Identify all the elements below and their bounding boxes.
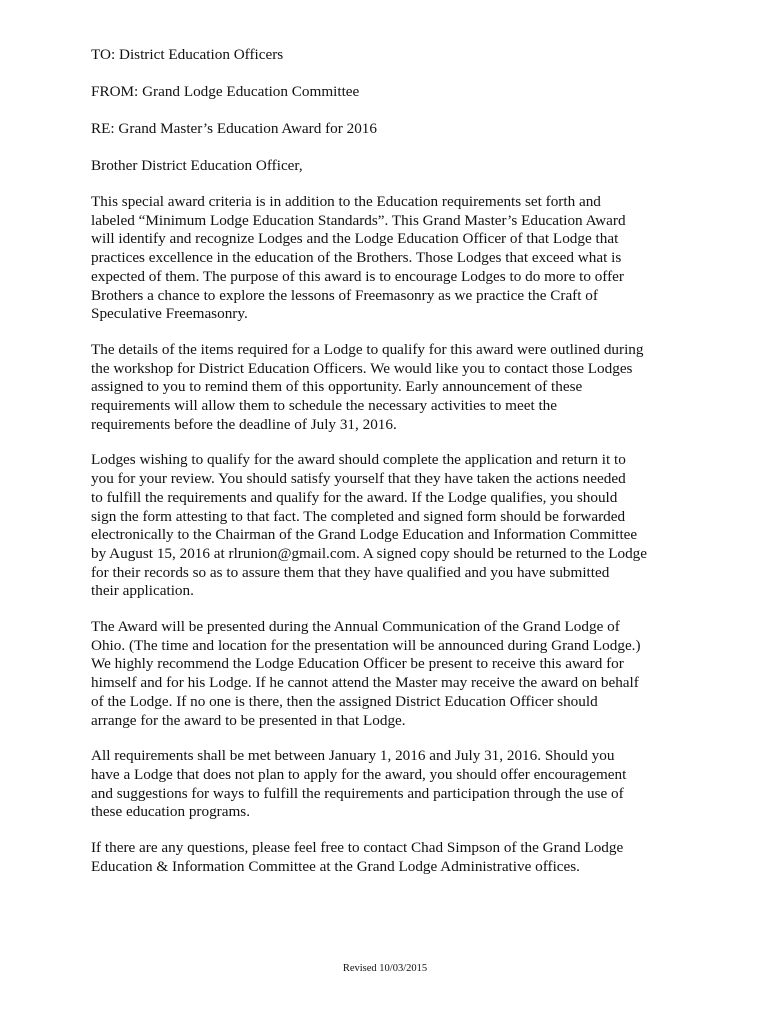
text-line: We highly recommend the Lodge Education Officer be present to receive this award for [91,655,624,673]
text-line: their application. [91,582,194,600]
text-line: for their records so as to assure them that they have qualified and you have submitted [91,563,610,581]
memo-to: TO: District Education Officers [91,46,284,63]
text-line: of the Lodge. If no one is there, then the assigned District Education Officer should [91,692,598,710]
text-line: arrange for the award to be presented in that Lodge. [91,711,406,729]
text-line: Education & Information Committee at the Grand Lodge Administrative offices. [91,857,580,875]
text-line: you for your review. You should satisfy yourself that they have taken the actions needed [91,470,626,488]
text-line: the workshop for District Education Officers. We would like you to contact those Lodges [91,359,633,377]
text-line: Brothers a chance to explore the lessons of Freemasonry as we practice the Craft of [91,286,598,304]
paragraph-presentation [91,618,731,730]
text-line: The details of the items required for a Lodge to qualify for this award were outlined during [91,340,644,358]
text-line: This special award criteria is in addition to the Education requirements set forth and [91,193,601,210]
text-line: requirements before the deadline of July 31, 2016. [91,415,397,433]
text-line: requirements will allow them to schedule the necessary activities to meet the [91,397,558,415]
paragraph-details [91,341,731,435]
memo-re: RE: Grand Master’s Education Award for 2016 [91,120,377,137]
text-line: Speculative Freemasonry. [91,305,248,323]
text-line: Lodges wishing to qualify for the award should complete the application and return it to [91,451,626,469]
text-line: will identify and recognize Lodges and the Lodge Education Officer of that Lodge that [91,230,619,248]
text-line: Ohio. (The time and location for the presentation will be announced during Grand Lodge.) [91,636,641,654]
text-line: All requirements shall be met between January 1, 2016 and July 31, 2016. Should you [91,747,615,765]
text-line: by August 15, 2016 at rlrunion@gmail.com. A signed copy should be returned to the Lodge [91,544,648,562]
text-line: these education programs. [91,803,250,821]
salutation: Brother District Education Officer, [91,157,303,174]
text-line: labeled “Minimum Lodge Education Standards”. This Grand Master’s Education Award [91,211,626,229]
memo-from: FROM: Grand Lodge Education Committee [91,83,360,100]
paragraph-requirements-window [91,747,731,822]
text-line: practices excellence in the education of the Brothers. Those Lodges that exceed what is [91,249,622,267]
text-line: and suggestions for ways to fulfill the requirements and participation through the use of [91,784,624,802]
text-line: electronically to the Chairman of the Grand Lodge Education and Information Committee [91,526,638,544]
text-line: sign the form attesting to that fact. The completed and signed form should be forwarded [91,507,626,525]
letter-body [91,45,731,894]
text-line: expected of them. The purpose of this award is to encourage Lodges to do more to offer [91,267,624,285]
text-line: himself and for his Lodge. If he cannot attend the Master may receive the award on behalf [91,674,639,692]
text-line: to fulfill the requirements and qualify for the award. If the Lodge qualifies, you should [91,488,618,506]
revision-footer: Revised 10/03/2015 [342,963,428,974]
text-line: assigned to you to remind them of this opportunity. Early announcement of these [91,378,583,396]
paragraph-contact [91,839,731,876]
paragraph-award-criteria [91,193,731,324]
text-line: If there are any questions, please feel free to contact Chad Simpson of the Grand Lodge [91,839,624,857]
paragraph-application [91,451,731,601]
text-line: have a Lodge that does not plan to apply for the award, you should offer encouragement [91,765,627,783]
text-line: The Award will be presented during the Annual Communication of the Grand Lodge of [91,618,620,636]
